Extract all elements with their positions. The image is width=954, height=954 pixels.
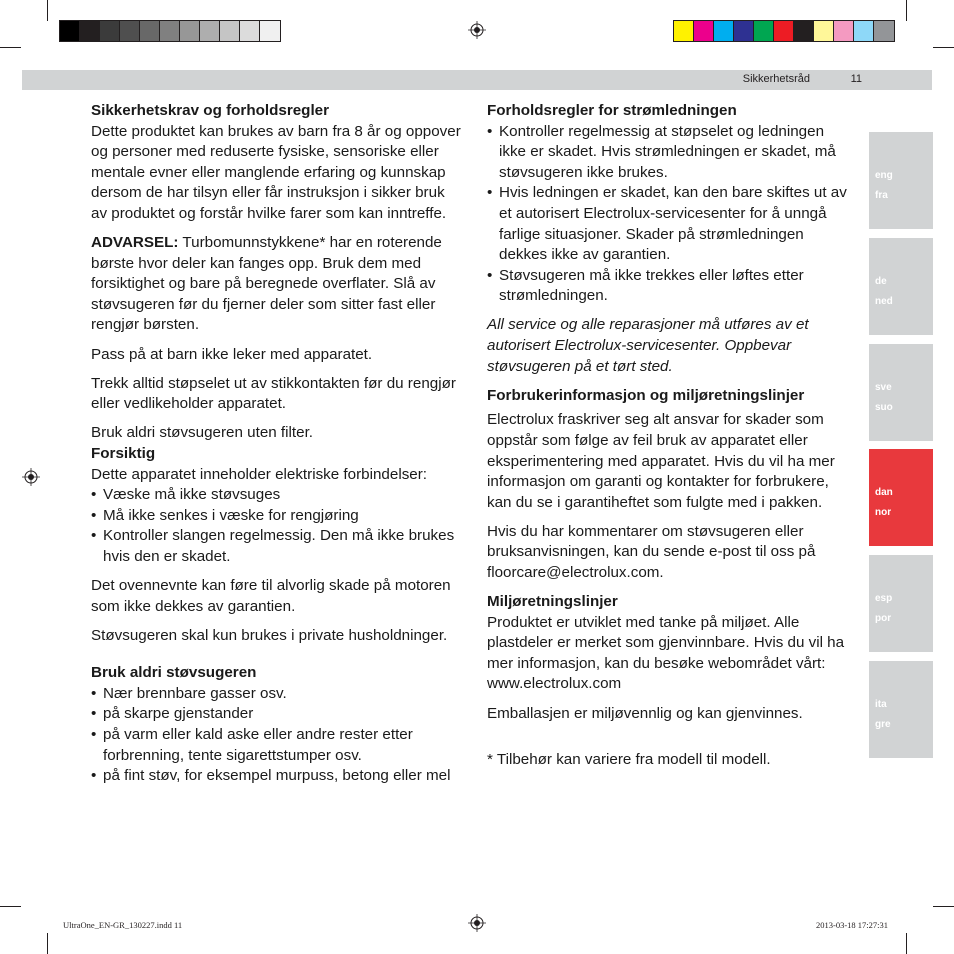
gray-swatch <box>220 21 240 41</box>
gray-swatch <box>180 21 200 41</box>
heading-environment: Miljøretningslinjer <box>487 593 618 611</box>
crop-mark <box>47 933 48 954</box>
tab-label: suo <box>875 402 893 413</box>
list-item: • Må ikke senkes i væske for rengjøring <box>91 506 463 527</box>
never-use-list <box>91 684 463 787</box>
caution-list <box>91 485 463 567</box>
tab-label: fra <box>875 190 888 201</box>
language-tab-ita-gre[interactable] <box>869 661 933 758</box>
paragraph: Bruk aldri støvsugeren uten filter. <box>91 424 314 442</box>
gray-swatch <box>160 21 180 41</box>
right-column <box>487 101 855 770</box>
page-header <box>22 70 932 90</box>
gray-swatch <box>240 21 260 41</box>
crop-mark <box>47 0 48 21</box>
color-swatch <box>754 21 774 41</box>
paragraph: Trekk alltid støpselet ut av stikkontakten før du rengjør eller vedlikeholder apparatet. <box>91 374 456 413</box>
gray-swatch <box>100 21 120 41</box>
color-swatch <box>714 21 734 41</box>
warning-text: Turbomunnstykkene* har en roterende børste hvor deler kan fanges opp. Bruk dem med forsiktighet og bare på beregnede overflater. Slå av støvsugeren før du fjerner deler som sitter fast eller rengjør børsten. <box>91 234 442 334</box>
heading-power-cord: Forholdsregler for strømledningen <box>487 102 737 119</box>
gray-swatch <box>260 21 280 41</box>
footer-timestamp: 2013-03-18 17:27:31 <box>815 920 888 930</box>
heading-safety: Sikkerhetskrav og forholdsregler <box>91 102 330 119</box>
crop-mark <box>0 906 21 907</box>
crop-mark <box>933 906 954 907</box>
gray-swatch <box>120 21 140 41</box>
paragraph: Produktet er utviklet med tanke på miljøet. Alle plastdeler er merket som gjenvinnbare. Hvis du vil ha mer informasjon, kan du besøke webområdet vårt: www.electrolux.com <box>487 613 845 693</box>
registration-mark-icon <box>468 914 486 932</box>
color-swatch <box>674 21 694 41</box>
gray-swatch <box>200 21 220 41</box>
gray-swatch <box>60 21 80 41</box>
paragraph: Pass på at barn ikke leker med apparatet. <box>91 345 373 363</box>
tab-label: sve <box>875 382 892 393</box>
heading-never-use: Bruk aldri støvsugeren <box>91 664 257 682</box>
tab-label: dan <box>875 487 893 498</box>
crop-mark <box>906 0 907 21</box>
paragraph: Dette produktet kan brukes av barn fra 8 år og oppover og personer med reduserte fysiske, sensoriske eller mentale evner eller manglende erfaring og kunnskap dersom de har tilsyn eller får instruksjon i sikker bruk av produktet og forstår hvilke farer som kan inntreffe. <box>91 122 461 222</box>
list-item: • Hvis ledningen er skadet, kan den bare skiftes ut av et autorisert Electrolux-servicesenter for å unngå farlige situasjoner. Skader på strømledningen dekkes ikke av garantien. <box>487 183 855 265</box>
list-item: • Kontroller slangen regelmessig. Den må ikke brukes hvis den er skadet. <box>91 526 463 567</box>
list-item: • på skarpe gjenstander <box>91 704 463 725</box>
color-swatch <box>834 21 854 41</box>
paragraph: Emballasjen er miljøvennlig og kan gjenvinnes. <box>487 704 803 722</box>
footer-file-info: UltraOne_EN-GR_130227.indd 11 <box>63 920 183 930</box>
registration-mark-icon <box>22 468 40 486</box>
paragraph: Hvis du har kommentarer om støvsugeren eller bruksanvisningen, kan du sende e-post til oss på floorcare@electrolux.com. <box>487 522 816 581</box>
crop-mark <box>0 47 21 48</box>
list-item: • på fint støv, for eksempel murpuss, betong eller mel <box>91 766 463 787</box>
color-swatch <box>794 21 814 41</box>
language-tab-eng-fra[interactable] <box>869 132 933 229</box>
registration-mark-icon <box>468 21 486 39</box>
heading-caution: Forsiktig <box>91 444 156 462</box>
warning-label: ADVARSEL: <box>91 234 179 252</box>
color-swatch <box>874 21 894 41</box>
tab-label: esp <box>875 593 893 604</box>
gray-swatch <box>80 21 100 41</box>
paragraph: Det ovennevnte kan føre til alvorlig skade på motoren som ikke dekkes av garantien. <box>91 576 451 615</box>
service-note: All service og alle reparasjoner må utføres av et autorisert Electrolux-servicesenter. Oppbevar støvsugeren på et tørt sted. <box>487 316 809 375</box>
tab-label: ita <box>875 699 887 710</box>
paragraph: Electrolux fraskriver seg alt ansvar for skader som oppstår som følge av feil bruk av apparatet eller eksperimentering med apparatet. Hvis du vil ha mer informasjon om garanti og kontakter for forbrukere, kan du se i garantiheftet som fulgte med i pakken. <box>487 411 835 511</box>
tab-label: gre <box>875 719 891 730</box>
language-tab-sve-suo[interactable] <box>869 344 933 441</box>
power-cord-list <box>487 122 855 307</box>
color-swatch <box>694 21 714 41</box>
crop-mark <box>906 933 907 954</box>
color-swatch <box>814 21 834 41</box>
color-swatch <box>734 21 754 41</box>
color-swatch <box>854 21 874 41</box>
tab-label: eng <box>875 170 893 181</box>
tab-label: ned <box>875 296 893 307</box>
list-item: • Støvsugeren må ikke trekkes eller løftes etter strømledningen. <box>487 266 855 307</box>
tab-label: de <box>875 276 887 287</box>
language-tab-esp-por[interactable] <box>869 555 933 652</box>
crop-mark <box>933 47 954 48</box>
color-swatch <box>774 21 794 41</box>
language-tab-dan-nor[interactable] <box>869 449 933 546</box>
list-item: • Væske må ikke støvsuges <box>91 485 463 506</box>
paragraph: Støvsugeren skal kun brukes i private husholdninger. <box>91 626 448 644</box>
left-column <box>91 101 463 787</box>
language-tab-de-ned[interactable] <box>869 238 933 335</box>
list-item: • Nær brennbare gasser osv. <box>91 684 463 705</box>
grayscale-bar <box>59 20 281 42</box>
warning-paragraph <box>91 233 463 336</box>
list-item: • Kontroller regelmessig at støpselet og ledningen ikke er skadet. Hvis strømledningen er skadet, må støvsugeren ikke brukes. <box>487 122 855 184</box>
gray-swatch <box>140 21 160 41</box>
paragraph: Dette apparatet inneholder elektriske forbindelser: <box>91 465 428 483</box>
tab-label: nor <box>875 507 892 518</box>
footnote: * Tilbehør kan variere fra modell til modell. <box>487 750 771 768</box>
heading-consumer-info: Forbrukerinformasjon og miljøretningslinjer <box>487 386 805 404</box>
tab-label: por <box>875 613 892 624</box>
section-title: Sikkerhetsråd <box>742 73 810 85</box>
list-item: • på varm eller kald aske eller andre rester etter forbrenning, tente sigarettstumper osv. <box>91 725 463 766</box>
color-bar <box>673 20 895 42</box>
page-number: 11 <box>850 73 862 85</box>
